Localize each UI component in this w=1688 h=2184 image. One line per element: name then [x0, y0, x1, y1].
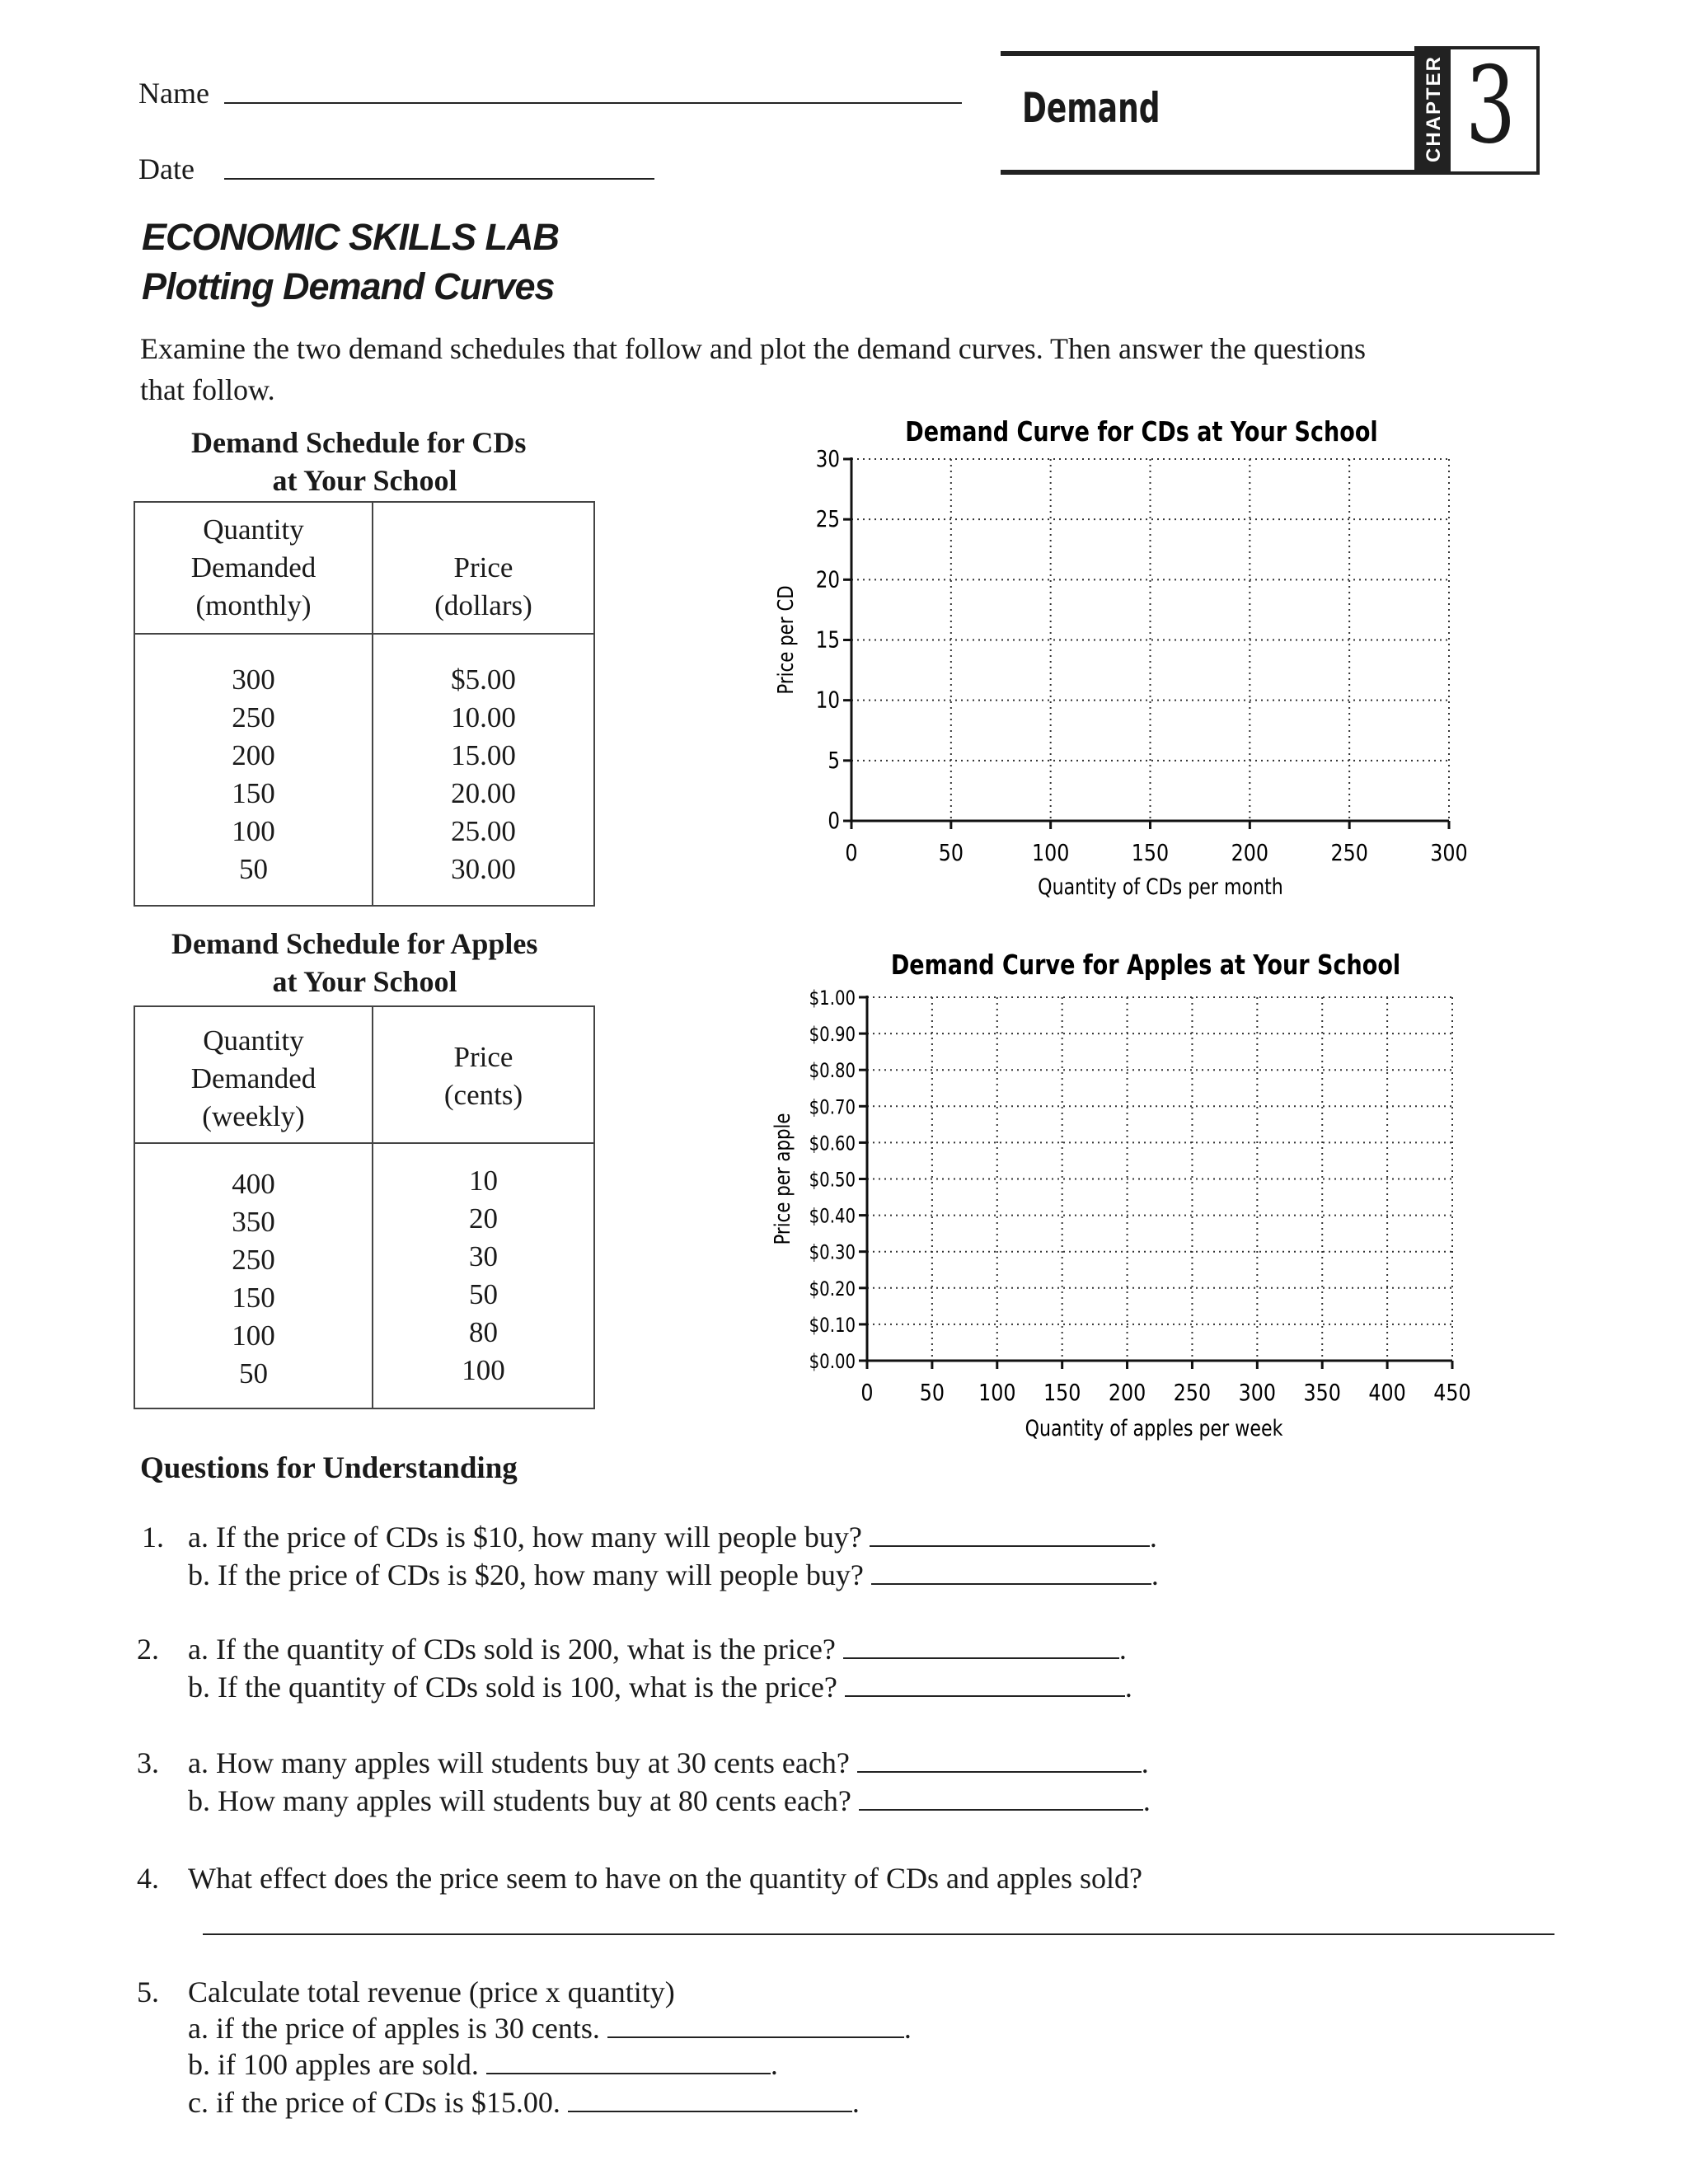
- apple-price-column: [373, 1143, 594, 1408]
- cd-chart-title: Demand Curve for CDs at Your School: [905, 416, 1378, 448]
- cd-col1-header-line: (monthly): [195, 589, 312, 621]
- x-tick-label: 150: [1043, 1380, 1081, 1407]
- q1b-answer-field[interactable]: [871, 1558, 1151, 1585]
- y-tick-label: 30: [815, 445, 840, 473]
- questions-heading: Questions for Understanding: [140, 1451, 518, 1485]
- cd-price-column: [373, 634, 594, 906]
- q1a-text: a. If the price of CDs is $10, how many will people buy? .: [188, 1521, 1157, 1554]
- q3a-label: a. How many apples will students buy at 30 cents each?: [188, 1746, 850, 1779]
- cd-col2-header-line: (dollars): [434, 589, 532, 621]
- x-tick-label: 0: [860, 1380, 874, 1407]
- apple-chart-title: Demand Curve for Apples at Your School: [890, 949, 1401, 982]
- q3b-answer-field[interactable]: [859, 1784, 1143, 1811]
- apple-quantity-cell: 400: [232, 1168, 275, 1200]
- q5c-text: c. if the price of CDs is $15.00. .: [188, 2086, 860, 2119]
- y-tick-label: $0.80: [809, 1060, 856, 1083]
- q5b-text: b. if 100 apples are sold. .: [188, 2048, 778, 2081]
- q5c-answer-field[interactable]: [568, 2086, 852, 2112]
- apple-chart-grid: [867, 997, 1452, 1361]
- apple-price-cell: 10: [469, 1165, 498, 1197]
- q3a-answer-field[interactable]: [857, 1746, 1142, 1773]
- cd-quantity-header: [134, 502, 373, 634]
- x-tick-label: 0: [845, 840, 858, 867]
- chapter-box: [1414, 46, 1540, 175]
- apple-y-tick-labels: [809, 987, 856, 1373]
- q5b-label: b. if 100 apples are sold.: [188, 2048, 479, 2081]
- cd-price-cell: 20.00: [451, 777, 516, 809]
- cd-price-header: [373, 502, 594, 634]
- y-tick-label: $0.60: [809, 1132, 856, 1155]
- cd-x-axis-label: Quantity of CDs per month: [1038, 873, 1283, 900]
- title-bottom-rule: [1001, 170, 1414, 175]
- apple-quantity-cell: 150: [232, 1282, 275, 1314]
- cd-col1-header-line: Demanded: [190, 551, 316, 583]
- q3a-text: a. How many apples will students buy at 30 cents each? .: [188, 1746, 1149, 1779]
- y-tick-label: $0.50: [809, 1169, 856, 1193]
- apple-col2-header-line: (cents): [443, 1079, 523, 1111]
- y-tick-label: 10: [815, 687, 840, 715]
- x-tick-label: 150: [1131, 840, 1170, 867]
- q2b-answer-field[interactable]: [845, 1671, 1125, 1697]
- page-title: Demand: [1022, 84, 1160, 132]
- q5b-answer-field[interactable]: [486, 2048, 771, 2074]
- q2b-text: b. If the quantity of CDs sold is 100, what is the price? .: [188, 1671, 1132, 1704]
- y-tick-label: 20: [815, 566, 840, 593]
- date-label: Date: [138, 152, 195, 185]
- q1-number: 1.: [142, 1521, 164, 1554]
- x-tick-label: 250: [1330, 840, 1368, 867]
- cd-quantity-cell: 150: [232, 777, 275, 809]
- q3b-text: b. How many apples will students buy at 80 cents each? .: [188, 1784, 1151, 1817]
- apple-price-header: [373, 1006, 594, 1143]
- cd-quantity-column: [134, 634, 373, 906]
- q5c-label: c. if the price of CDs is $15.00.: [188, 2086, 560, 2119]
- apple-price-cell: 50: [469, 1278, 498, 1310]
- q3b-label: b. How many apples will students buy at 80 cents each?: [188, 1784, 851, 1817]
- cd-schedule-title-line-1: Demand Schedule for CDs: [191, 426, 527, 459]
- y-tick-label: 5: [828, 747, 840, 775]
- apple-y-axis-label: Price per apple: [769, 1113, 795, 1245]
- apple-chart-axes: [859, 996, 1452, 1369]
- apple-quantity-column: [134, 1143, 373, 1408]
- y-tick-label: 25: [815, 506, 840, 533]
- lab-heading: ECONOMIC SKILLS LAB: [142, 216, 559, 258]
- x-tick-label: 400: [1368, 1380, 1406, 1407]
- apple-col2-header-line: Price: [453, 1041, 513, 1073]
- y-tick-label: 0: [828, 807, 840, 835]
- y-tick-label: $1.00: [809, 987, 856, 1010]
- cd-schedule-title-line-2: at Your School: [272, 464, 457, 497]
- apple-quantity-cell: 50: [239, 1357, 268, 1390]
- cd-price-cell: 25.00: [451, 815, 516, 847]
- y-tick-label: $0.70: [809, 1096, 856, 1119]
- cd-col1-header-line: Quantity: [203, 513, 304, 546]
- cd-x-tick-labels: [845, 840, 1467, 866]
- apple-col1-header-line: (weekly): [202, 1100, 305, 1132]
- apple-schedule-title-line-2: at Your School: [272, 965, 457, 998]
- q1a-answer-field[interactable]: [870, 1521, 1150, 1547]
- q2a-text: a. If the quantity of CDs sold is 200, what is the price? .: [188, 1633, 1127, 1666]
- cd-demand-chart[interactable]: [742, 404, 1566, 915]
- apple-price-cell: 20: [469, 1202, 498, 1235]
- cd-price-cell: $5.00: [451, 663, 516, 696]
- cd-y-tick-labels: [816, 446, 840, 835]
- q4-text: What effect does the price seem to have on the quantity of CDs and apples sold?: [188, 1862, 1142, 1895]
- x-tick-label: 200: [1108, 1380, 1146, 1407]
- q2-number: 2.: [137, 1633, 159, 1666]
- apple-schedule-table: [134, 1005, 595, 1409]
- q5-text: Calculate total revenue (price x quantity): [188, 1975, 675, 2008]
- cd-quantity-cell: 100: [232, 815, 275, 847]
- cd-chart-grid: [851, 459, 1449, 821]
- q4-answer-field[interactable]: [203, 1933, 1554, 1935]
- cd-quantity-cell: 250: [232, 701, 275, 733]
- q1b-text: b. If the price of CDs is $20, how many will people buy? .: [188, 1558, 1159, 1591]
- title-top-rule: [1001, 51, 1414, 56]
- cd-price-cell: 15.00: [451, 739, 516, 771]
- date-field[interactable]: [224, 178, 654, 180]
- cd-col2-header-line: Price: [453, 551, 513, 583]
- apple-quantity-cell: 350: [232, 1206, 275, 1238]
- x-tick-label: 300: [1238, 1380, 1277, 1407]
- apple-quantity-cell: 250: [232, 1244, 275, 1276]
- instructions-line-1: Examine the two demand schedules that follow and plot the demand curves. Then answer the questions: [140, 332, 1366, 365]
- cd-schedule-title: [132, 424, 598, 499]
- lab-subheading: Plotting Demand Curves: [142, 265, 555, 307]
- apple-schedule-title: [132, 925, 598, 1001]
- chapter-label: CHAPTER: [1423, 55, 1445, 163]
- cd-quantity-cell: 50: [239, 853, 268, 885]
- q4-number: 4.: [137, 1862, 159, 1895]
- cd-y-axis-label: Price per CD: [772, 585, 799, 695]
- q2a-label: a. If the quantity of CDs sold is 200, what is the price?: [188, 1633, 836, 1666]
- q5a-text: a. if the price of apples is 30 cents. .: [188, 2012, 912, 2045]
- apple-x-tick-labels: [860, 1380, 1470, 1406]
- q5a-answer-field[interactable]: [607, 2012, 904, 2038]
- y-tick-label: $0.00: [809, 1351, 856, 1374]
- y-tick-label: $0.20: [809, 1278, 856, 1301]
- q2a-answer-field[interactable]: [843, 1633, 1119, 1659]
- cd-chart-axes: [843, 457, 1449, 829]
- apple-demand-chart[interactable]: [742, 931, 1566, 1451]
- apple-col1-header-line: Demanded: [190, 1062, 316, 1094]
- q2b-label: b. If the quantity of CDs sold is 100, what is the price?: [188, 1671, 837, 1704]
- apple-quantity-cell: 100: [232, 1319, 275, 1352]
- name-label: Name: [138, 77, 209, 110]
- x-tick-label: 50: [938, 840, 964, 867]
- apple-price-cell: 30: [469, 1240, 498, 1272]
- x-tick-label: 100: [1031, 840, 1070, 867]
- name-field[interactable]: [224, 102, 962, 104]
- apple-schedule-title-line-1: Demand Schedule for Apples: [171, 927, 538, 960]
- instructions-line-2: that follow.: [140, 373, 275, 406]
- cd-schedule-table: [134, 501, 595, 907]
- q5a-label: a. if the price of apples is 30 cents.: [188, 2012, 600, 2045]
- apple-quantity-header: [134, 1006, 373, 1143]
- x-tick-label: 350: [1303, 1380, 1341, 1407]
- x-tick-label: 450: [1433, 1380, 1471, 1407]
- x-tick-label: 50: [919, 1380, 945, 1407]
- q5-number: 5.: [137, 1975, 159, 2008]
- y-tick-label: $0.40: [809, 1205, 856, 1229]
- y-tick-label: $0.10: [809, 1315, 856, 1338]
- x-tick-label: 200: [1231, 840, 1269, 867]
- x-tick-label: 100: [978, 1380, 1016, 1407]
- apple-price-cell: 80: [469, 1316, 498, 1348]
- x-tick-label: 250: [1173, 1380, 1212, 1407]
- cd-price-cell: 30.00: [451, 853, 516, 885]
- y-tick-label: $0.90: [809, 1024, 856, 1047]
- apple-price-cell: 100: [462, 1354, 505, 1386]
- chapter-number: 3: [1465, 45, 1517, 167]
- cd-price-cell: 10.00: [451, 701, 516, 733]
- y-tick-label: $0.30: [809, 1241, 856, 1265]
- q1b-label: b. If the price of CDs is $20, how many will people buy?: [188, 1558, 864, 1591]
- cd-quantity-cell: 300: [232, 663, 275, 696]
- apple-x-axis-label: Quantity of apples per week: [1025, 1414, 1283, 1441]
- y-tick-label: 15: [815, 626, 840, 654]
- x-tick-label: 300: [1430, 840, 1468, 867]
- q1a-label: a. If the price of CDs is $10, how many will people buy?: [188, 1521, 862, 1554]
- apple-col1-header-line: Quantity: [203, 1024, 304, 1057]
- cd-quantity-cell: 200: [232, 739, 275, 771]
- q3-number: 3.: [137, 1746, 159, 1779]
